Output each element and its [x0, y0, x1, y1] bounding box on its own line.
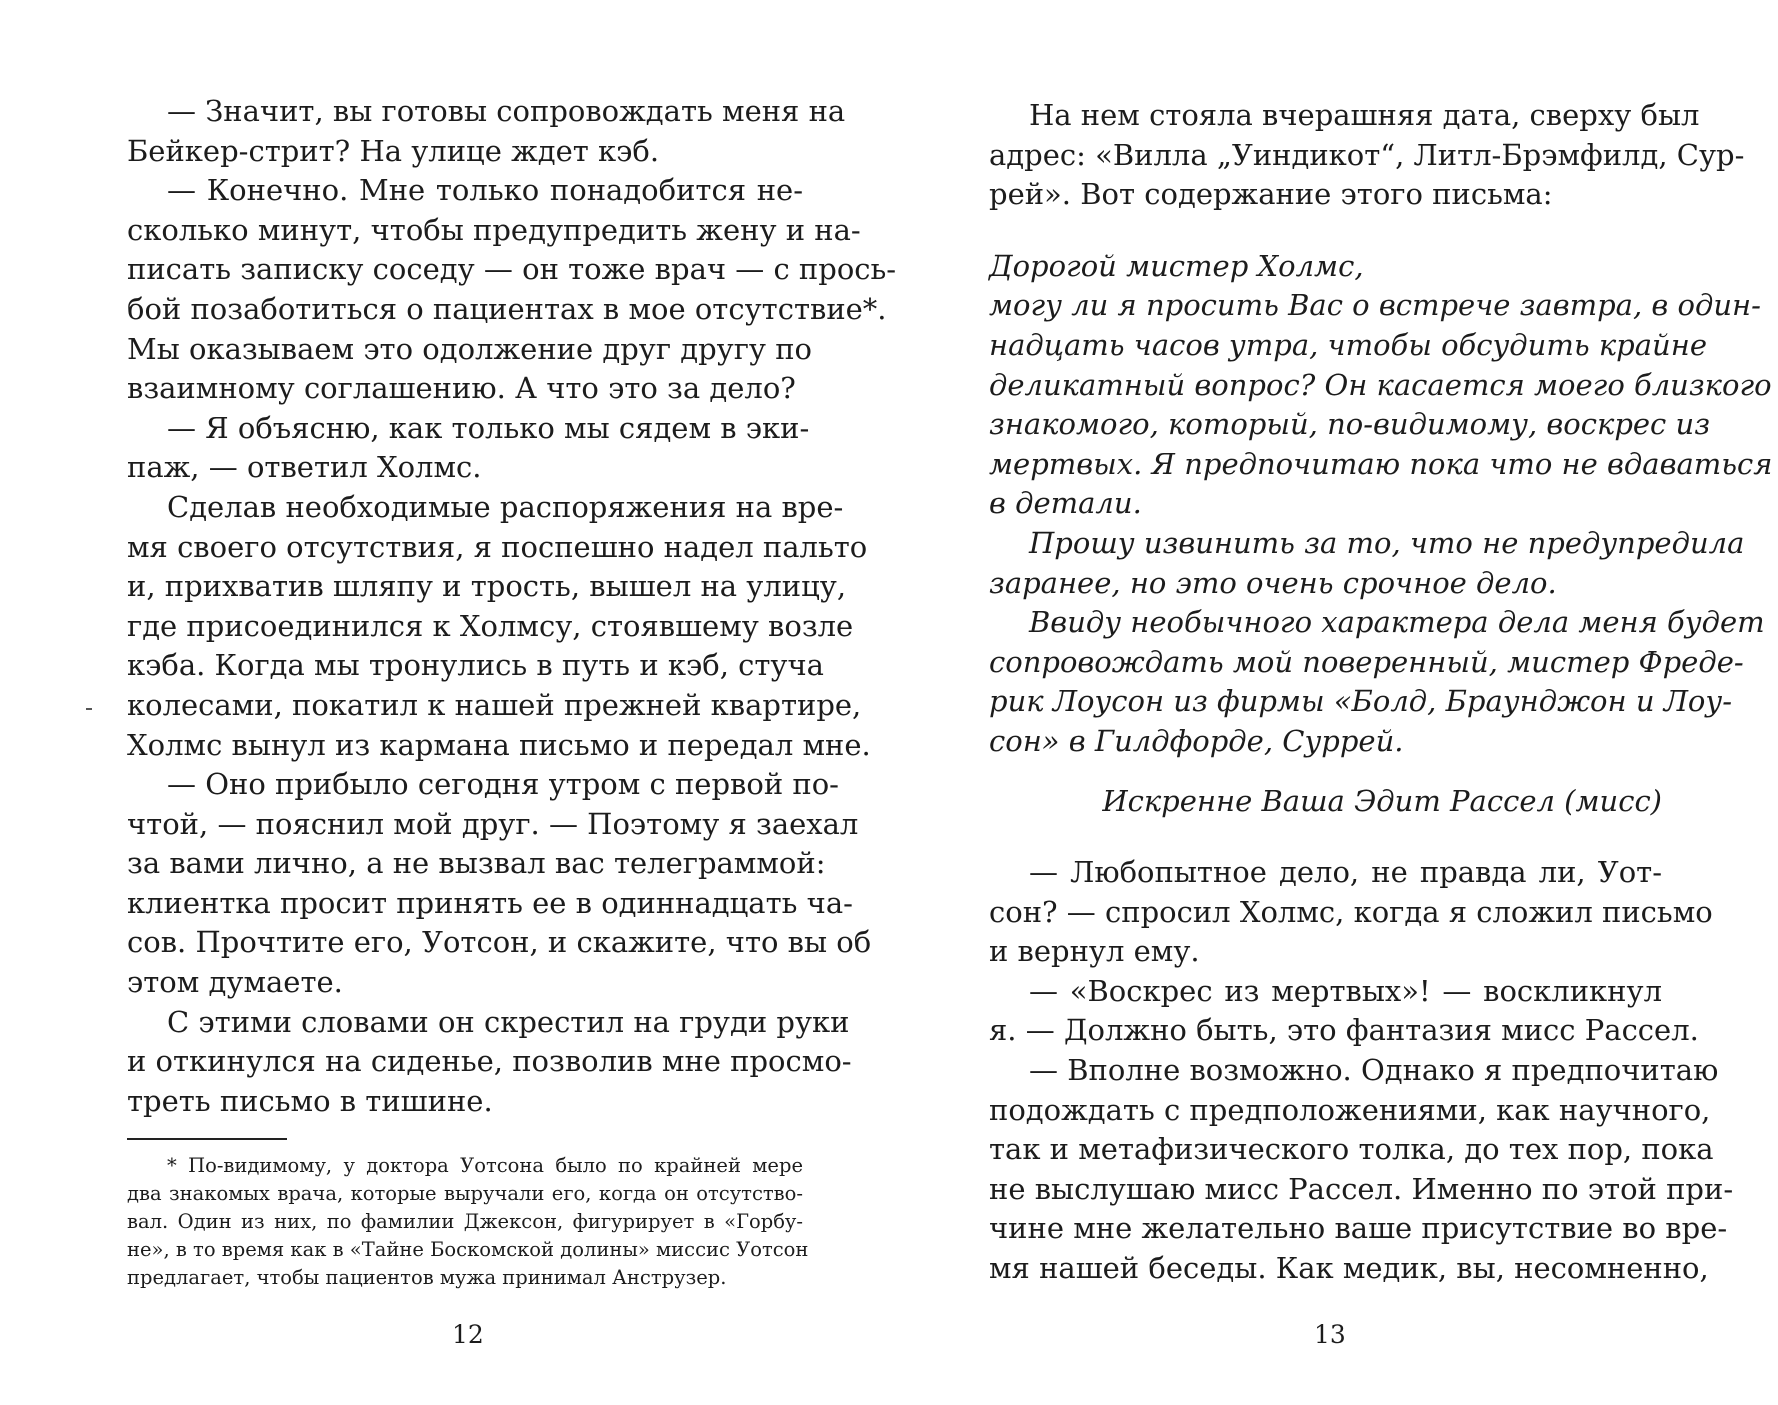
- text-line: — Вполне возможно. Однако я предпочитаю: [1029, 1053, 1719, 1088]
- text-line: бой позаботиться о пациентах в мое отсутствие*.: [127, 291, 887, 326]
- text-line: чтой, — пояснил мой друг. — Поэтому я заехал: [127, 806, 859, 841]
- text-line: — «Воскрес из мертвых»! — воскликнул: [1029, 973, 1662, 1008]
- page-number-right: 13: [1314, 1320, 1346, 1349]
- letter-line: надцать часов утра, чтобы обсудить крайне: [989, 327, 1707, 362]
- text-line: — Конечно. Мне только понадобится не-: [167, 173, 803, 208]
- text-line: сов. Прочтите его, Уотсон, и скажите, что вы об: [127, 925, 872, 960]
- text-line: — Я объясню, как только мы сядем в эки-: [167, 410, 810, 445]
- text-line: мя своего отсутствия, я поспешно надел пальто: [127, 529, 868, 564]
- text-line: не выслушаю мисс Рассел. Именно по этой при-: [989, 1171, 1734, 1206]
- text-line: Холмс вынул из кармана письмо и передал мне.: [127, 727, 871, 762]
- text-line: Сделав необходимые распоряжения на вре-: [167, 489, 844, 524]
- text-line: за вами лично, а не вызвал вас телеграммой:: [127, 846, 826, 881]
- dialogue-text: [989, 853, 1734, 1289]
- intro-paragraph: [989, 96, 1745, 215]
- letter-line: в детали.: [989, 486, 1142, 521]
- text-line: паж, — ответил Холмс.: [127, 450, 482, 485]
- text-line: — Значит, вы готовы сопровождать меня на: [167, 94, 846, 128]
- text-line: На нем стояла вчерашняя дата, сверху был: [1029, 98, 1700, 132]
- letter-signature: Искренне Ваша Эдит Рассел (мисс): [1102, 783, 1662, 818]
- letter-line: Ввиду необычного характера дела меня будет: [1029, 605, 1765, 640]
- letter-line: заранее, но это очень срочное дело.: [989, 565, 1557, 600]
- right-page: [889, 0, 1778, 1405]
- text-line: — Любопытное дело, не правда ли, Уот-: [1029, 855, 1662, 890]
- text-line: С этими словами он скрестил на груди руки: [167, 1004, 850, 1039]
- footnote: [127, 1152, 809, 1292]
- text-line: мя нашей беседы. Как медик, вы, несомненно,: [989, 1251, 1709, 1286]
- text-line: клиентка просит принять ее в одиннадцать ча-: [127, 885, 853, 920]
- text-line: писать записку соседу — он тоже врач — с прось-: [127, 252, 897, 287]
- text-line: и вернул ему.: [989, 934, 1200, 969]
- text-line: подождать с предположениями, как научного,: [989, 1092, 1711, 1127]
- text-line: адрес: «Вилла „Уиндикот“, Литл-Брэмфилд, Сур-: [989, 137, 1745, 172]
- scan-speck: [86, 708, 92, 710]
- right-body-text: [989, 96, 1773, 1289]
- text-line: рей». Вот содержание этого письма:: [989, 177, 1553, 212]
- text-line: где присоединился к Холмсу, стоявшему возле: [127, 608, 854, 643]
- text-line: сон? — спросил Холмс, когда я сложил письмо: [989, 894, 1713, 929]
- letter-line: знакомого, который, по-видимому, воскрес из: [989, 407, 1711, 442]
- text-line: чине мне желательно ваше присутствие во вре-: [989, 1211, 1728, 1246]
- text-line: сколько минут, чтобы предупредить жену и на-: [127, 212, 861, 247]
- letter-line: сон» в Гилдфорде, Суррей.: [989, 723, 1404, 758]
- letter-line: мертвых. Я предпочитаю пока что не вдаваться: [989, 446, 1773, 481]
- letter-text: [989, 247, 1773, 762]
- footnote-line: не», в то время как в «Тайне Боскомской долины» миссис Уотсон: [127, 1238, 809, 1261]
- footnote-line: два знакомых врача, которые выручали его, когда он отсутство-: [127, 1182, 803, 1205]
- footnote-line: предлагает, чтобы пациентов мужа принимал Анструзер.: [127, 1266, 727, 1289]
- text-line: я. — Должно быть, это фантазия мисс Рассел.: [989, 1013, 1699, 1048]
- page-number-left: 12: [452, 1320, 484, 1349]
- letter-line: могу ли я просить Вас о встрече завтра, в один-: [989, 288, 1761, 323]
- text-line: — Оно прибыло сегодня утром с первой по-: [167, 767, 839, 802]
- text-line: Бейкер-стрит? На улице ждет кэб.: [127, 133, 660, 168]
- letter-line: сопровождать мой поверенный, мистер Фреде-: [989, 644, 1744, 679]
- letter-line: Прошу извинить за то, что не предупредила: [1029, 525, 1745, 560]
- text-line: и, прихватив шляпу и трость, вышел на улицу,: [127, 569, 847, 604]
- footnote-line: * По-видимому, у доктора Уотсона было по крайней мере: [167, 1154, 803, 1177]
- text-line: треть письмо в тишине.: [127, 1083, 493, 1118]
- text-line: колесами, покатил к нашей прежней квартире,: [127, 687, 862, 722]
- text-line: так и метафизического толка, до тех пор, пока: [989, 1132, 1714, 1167]
- text-line: и откинулся на сиденье, позволив мне просмо-: [127, 1044, 852, 1079]
- footnote-line: вал. Один из них, по фамилии Джексон, фигурирует в «Горбу-: [127, 1210, 803, 1233]
- text-line: Мы оказываем это одолжение друг другу по: [127, 331, 812, 366]
- footnote-rule: [127, 1138, 287, 1140]
- letter-line: рик Лоусон из фирмы «Болд, Браунджон и Лоу-: [989, 684, 1732, 719]
- left-body-text: [127, 92, 897, 1121]
- text-line: взаимному соглашению. А что это за дело?: [127, 371, 796, 406]
- text-line: кэба. Когда мы тронулись в путь и кэб, стуча: [127, 648, 824, 683]
- letter-line: Дорогой мистер Холмс,: [989, 248, 1364, 283]
- letter-line: деликатный вопрос? Он касается моего близкого: [989, 367, 1772, 402]
- text-line: этом думаете.: [127, 965, 343, 1000]
